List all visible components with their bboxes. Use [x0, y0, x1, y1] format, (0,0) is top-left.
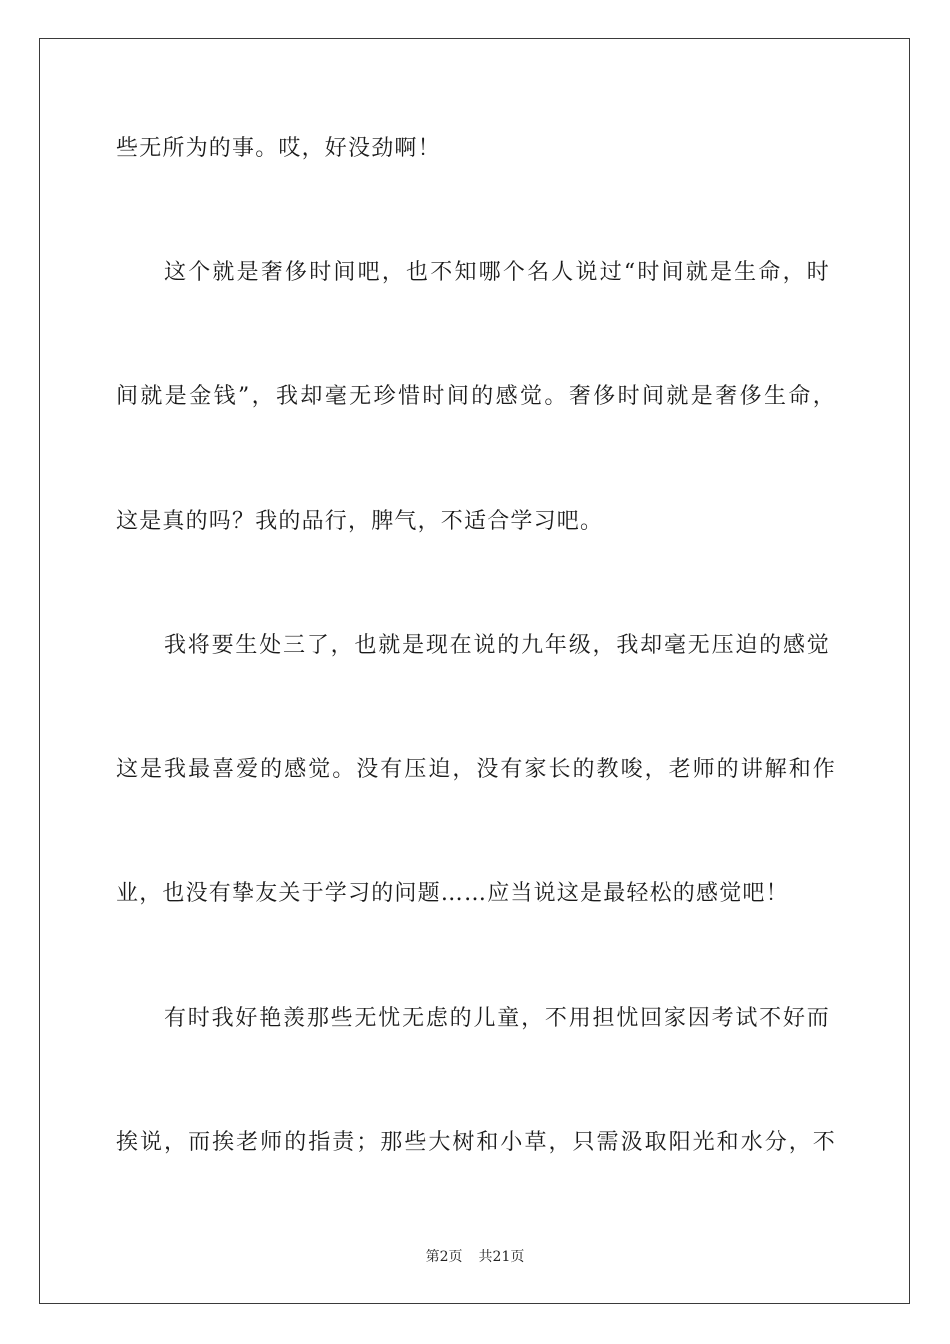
paragraph-start-line: 这个就是奢侈时间吧，也不知哪个名人说过“时间就是生命，时 [164, 260, 830, 285]
text-line: 这是真的吗？我的品行，脾气，不适合学习吧。 [116, 509, 604, 534]
page-number: 第2页 [425, 1249, 463, 1265]
text-line: 这是我最喜爱的感觉。没有压迫，没有家长的教唆，老师的讲解和作 [116, 757, 836, 782]
paragraph-start-line: 我将要生处三了，也就是现在说的九年级，我却毫无压迫的感觉 [164, 633, 830, 658]
page-footer [0, 1247, 950, 1267]
text-line: 些无所为的事。哎，好没劲啊！ [116, 136, 441, 161]
text-line: 业，也没有挚友关于学习的问题……应当说这是最轻松的感觉吧！ [116, 881, 789, 906]
text-line: 挨说，而挨老师的指责；那些大树和小草，只需汲取阳光和水分，不 [116, 1130, 836, 1155]
page-total: 共21页 [478, 1249, 525, 1265]
page-border [39, 38, 910, 1304]
text-line: 间就是金钱”，我却毫无珍惜时间的感觉。奢侈时间就是奢侈生命， [116, 384, 836, 409]
paragraph-start-line: 有时我好艳羡那些无忧无虑的儿童，不用担忧回家因考试不好而 [164, 1006, 830, 1031]
